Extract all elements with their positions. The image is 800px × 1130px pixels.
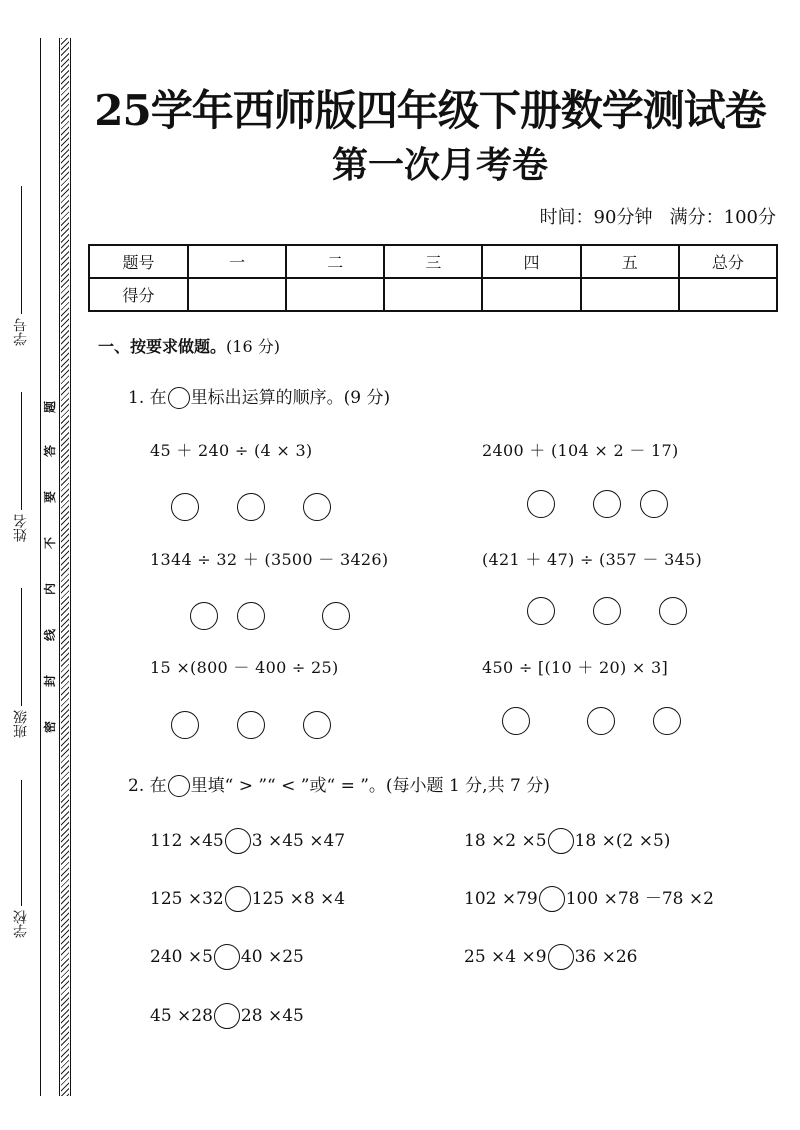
question-1-suffix: 里标出运算的顺序。(9 分) [190, 388, 391, 408]
class-underline [21, 588, 22, 706]
compare-left: 102 ×79 [464, 889, 538, 909]
student-name-underline [21, 392, 22, 510]
score-cell[interactable] [384, 278, 482, 311]
binding-hatch-strip [61, 38, 69, 1096]
score-table-header-row [89, 245, 777, 278]
answer-circle[interactable] [237, 711, 265, 739]
compare-item [150, 886, 345, 912]
compare-right: 18 ×(2 ×5) [574, 831, 671, 851]
answer-circle[interactable] [527, 490, 555, 518]
seal-char: 内 [43, 583, 57, 596]
score-table-header-cell: 五 [581, 245, 679, 278]
seal-char: 题 [43, 401, 57, 414]
compare-right: 100 ×78 －78 ×2 [565, 889, 714, 909]
class-label: 班级 [13, 710, 29, 738]
compare-left: 45 ×28 [150, 1006, 213, 1026]
order-expression: 450 ÷ [(10 ＋ 20) × 3] [482, 658, 669, 677]
answer-circle[interactable] [527, 597, 555, 625]
answer-circle[interactable] [303, 711, 331, 739]
answer-circle[interactable] [237, 493, 265, 521]
seal-char: 要 [43, 491, 57, 504]
student-id-label: 学号 [13, 318, 29, 346]
exam-time: 时间：90分钟 [539, 207, 653, 228]
school-underline [21, 780, 22, 906]
binding-line-outer [40, 38, 41, 1096]
school-field [8, 780, 34, 938]
answer-circle[interactable] [640, 490, 668, 518]
answer-circle[interactable] [653, 707, 681, 735]
circle-icon [168, 775, 190, 797]
score-cell[interactable] [286, 278, 384, 311]
compare-right: 28 ×45 [240, 1006, 304, 1026]
binding-line-edge [70, 38, 71, 1096]
question-2-title [128, 774, 550, 798]
section-1-title [98, 336, 280, 358]
answer-circle[interactable] [237, 602, 265, 630]
compare-circle[interactable] [548, 944, 574, 970]
order-expression: 1344 ÷ 32 ＋ (3500 － 3426) [150, 550, 389, 569]
circle-icon [168, 387, 190, 409]
score-table-header-cell: 一 [188, 245, 286, 278]
compare-right: 3 ×45 ×47 [251, 831, 346, 851]
answer-circle[interactable] [593, 597, 621, 625]
student-id-underline [21, 186, 22, 314]
score-table-header-cell: 三 [384, 245, 482, 278]
answer-circle[interactable] [502, 707, 530, 735]
seal-char: 线 [43, 629, 57, 642]
compare-right: 125 ×8 ×4 [251, 889, 346, 909]
answer-circle[interactable] [190, 602, 218, 630]
answer-circle[interactable] [171, 711, 199, 739]
seal-char: 答 [43, 445, 57, 458]
section-1-points: (16 分) [226, 337, 280, 356]
compare-item [150, 828, 345, 854]
compare-left: 25 ×4 ×9 [464, 947, 547, 967]
seal-char: 密 [43, 721, 57, 734]
score-table [88, 244, 778, 312]
compare-item [150, 944, 304, 970]
seal-char: 不 [43, 537, 57, 550]
exam-title: 25学年西师版四年级下册数学测试卷 [94, 86, 766, 135]
compare-item [464, 886, 714, 912]
score-cell[interactable] [581, 278, 679, 311]
order-expression: 45 ＋ 240 ÷ (4 × 3) [150, 441, 313, 460]
school-label: 学校 [13, 910, 29, 938]
answer-circle[interactable] [171, 493, 199, 521]
compare-right: 36 ×26 [574, 947, 638, 967]
compare-left: 112 ×45 [150, 831, 224, 851]
score-table-score-row [89, 278, 777, 311]
compare-right: 40 ×25 [240, 947, 304, 967]
compare-item [464, 828, 670, 854]
score-cell[interactable] [188, 278, 286, 311]
student-name-label: 姓名 [13, 514, 29, 542]
order-expression: 2400 ＋ (104 × 2 － 17) [482, 441, 679, 460]
compare-left: 240 ×5 [150, 947, 213, 967]
question-1-title [128, 386, 390, 410]
score-table-header-cell: 二 [286, 245, 384, 278]
score-row-label: 得分 [89, 278, 188, 311]
compare-left: 125 ×32 [150, 889, 224, 909]
binding-line-inner [59, 38, 60, 1096]
section-1-heading: 一、按要求做题。 [98, 337, 227, 356]
student-name-field [8, 392, 34, 542]
score-table-header-cell: 四 [482, 245, 580, 278]
score-table-header-cell: 总分 [679, 245, 777, 278]
order-expression: 15 ×(800 － 400 ÷ 25) [150, 658, 339, 677]
answer-circle[interactable] [303, 493, 331, 521]
compare-left: 18 ×2 ×5 [464, 831, 547, 851]
student-id-field [8, 186, 34, 346]
question-2-suffix: 里填“ > ”“ < ”或“ = ”。(每小题 1 分,共 7 分) [190, 776, 550, 796]
exam-info [540, 205, 776, 231]
compare-circle[interactable] [214, 1003, 240, 1029]
compare-circle[interactable] [214, 944, 240, 970]
compare-item [150, 1003, 304, 1029]
exam-full-score: 满分：100分 [669, 207, 776, 228]
order-expression: (421 ＋ 47) ÷ (357 － 345) [482, 550, 703, 569]
compare-circle[interactable] [225, 886, 251, 912]
question-1-prefix: 1. 在 [128, 388, 167, 408]
compare-item [464, 944, 637, 970]
answer-circle[interactable] [322, 602, 350, 630]
compare-circle[interactable] [548, 828, 574, 854]
answer-circle[interactable] [587, 707, 615, 735]
exam-subtitle: 第一次月考卷 [331, 144, 548, 186]
score-cell[interactable] [679, 278, 777, 311]
seal-char: 封 [43, 675, 57, 688]
answer-circle[interactable] [593, 490, 621, 518]
question-2-prefix: 2. 在 [128, 776, 167, 796]
score-cell[interactable] [482, 278, 580, 311]
class-field [8, 588, 34, 738]
compare-circle[interactable] [539, 886, 565, 912]
score-table-header-cell: 题号 [89, 245, 188, 278]
compare-circle[interactable] [225, 828, 251, 854]
answer-circle[interactable] [659, 597, 687, 625]
